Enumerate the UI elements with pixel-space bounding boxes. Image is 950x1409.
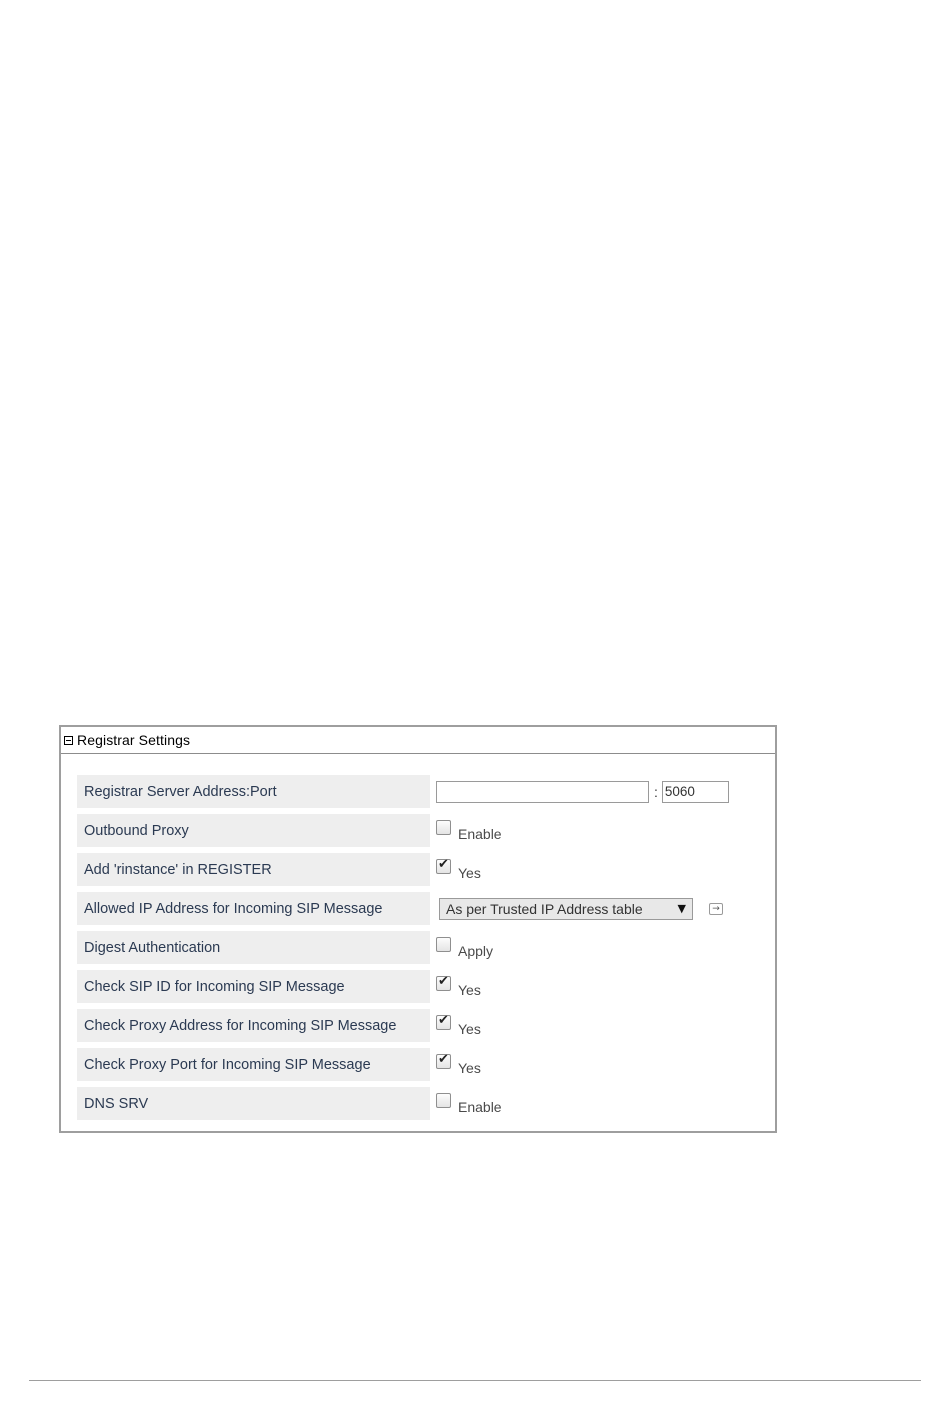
collapse-minus-icon[interactable]: [64, 736, 73, 745]
checkbox-label: Apply: [458, 942, 494, 959]
digest-auth-checkbox[interactable]: [436, 937, 451, 952]
row-add-rinstance: [77, 853, 481, 886]
row-label: Add 'rinstance' in REGISTER: [77, 853, 430, 886]
dns-srv-checkbox[interactable]: [436, 1093, 451, 1108]
registrar-port-input[interactable]: 5060: [662, 781, 729, 803]
checkbox-label: Yes: [458, 1059, 481, 1076]
footer-divider: [29, 1380, 921, 1381]
checkbox-label: Enable: [458, 1098, 502, 1115]
row-check-proxy-address: [77, 1009, 481, 1042]
row-label: Digest Authentication: [77, 931, 430, 964]
row-value: [436, 1048, 481, 1081]
select-value: As per Trusted IP Address table: [446, 900, 643, 917]
row-check-proxy-port: [77, 1048, 481, 1081]
check-proxy-address-checkbox[interactable]: [436, 1015, 451, 1030]
row-label: Registrar Server Address:Port: [77, 775, 430, 808]
row-outbound-proxy: [77, 814, 502, 847]
port-separator: :: [654, 783, 658, 800]
go-arrow-icon[interactable]: →: [709, 903, 723, 915]
row-value: [436, 814, 502, 847]
row-value: [436, 1009, 481, 1042]
row-label: DNS SRV: [77, 1087, 430, 1120]
row-value: [436, 1087, 502, 1120]
row-value: [436, 970, 481, 1003]
checkbox-label: Yes: [458, 864, 481, 881]
checkbox-label: Yes: [458, 1020, 481, 1037]
dropdown-arrow-icon: ▼: [677, 902, 686, 915]
add-rinstance-checkbox[interactable]: [436, 859, 451, 874]
check-sip-id-checkbox[interactable]: [436, 976, 451, 991]
row-label: Check SIP ID for Incoming SIP Message: [77, 970, 430, 1003]
row-label: Outbound Proxy: [77, 814, 430, 847]
allowed-ip-select[interactable]: [439, 898, 693, 920]
check-proxy-port-checkbox[interactable]: [436, 1054, 451, 1069]
row-value: [436, 775, 729, 808]
row-dns-srv: [77, 1087, 502, 1120]
row-value: [436, 931, 493, 964]
row-allowed-ip: [77, 892, 723, 925]
outbound-proxy-checkbox[interactable]: [436, 820, 451, 835]
row-check-sip-id: [77, 970, 481, 1003]
row-label: Allowed IP Address for Incoming SIP Message: [77, 892, 430, 925]
panel-header: [61, 727, 775, 754]
row-digest-auth: [77, 931, 493, 964]
panel-title: Registrar Settings: [77, 732, 191, 748]
row-registrar-server: [77, 775, 729, 808]
row-value: [436, 892, 723, 925]
row-value: [436, 853, 481, 886]
registrar-address-input[interactable]: [436, 781, 649, 803]
row-label: Check Proxy Port for Incoming SIP Message: [77, 1048, 430, 1081]
registrar-settings-panel: [59, 725, 777, 1133]
checkbox-label: Enable: [458, 825, 502, 842]
row-label: Check Proxy Address for Incoming SIP Message: [77, 1009, 430, 1042]
checkbox-label: Yes: [458, 981, 481, 998]
